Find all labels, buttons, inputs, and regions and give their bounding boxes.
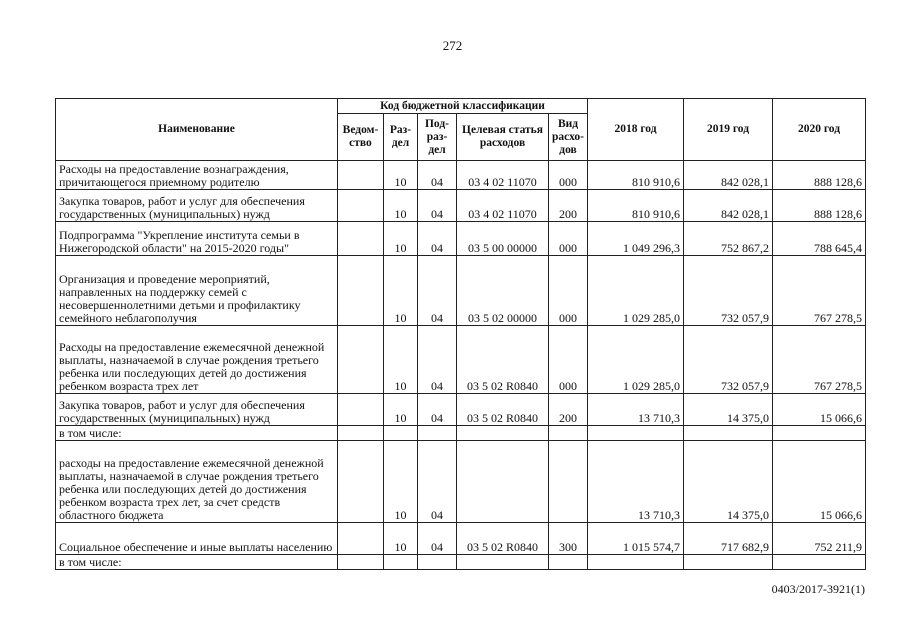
row-name: Подпрограмма "Укрепление института семьи в Нижегородской области" на 2015-2020 годы" — [56, 222, 338, 256]
row-2020: 767 278,5 — [773, 326, 866, 394]
row-vid — [549, 555, 588, 570]
row-razdel: 10 — [384, 161, 418, 190]
row-podrazdel: 04 — [418, 326, 457, 394]
row-razdel: 10 — [384, 222, 418, 256]
row-2020: 888 128,6 — [773, 161, 866, 190]
row-2018: 1 049 296,3 — [588, 222, 684, 256]
row-celevaya — [457, 441, 549, 523]
row-2018 — [588, 426, 684, 441]
row-vedomstvo — [338, 190, 384, 222]
row-2019: 842 028,1 — [684, 190, 773, 222]
row-2018: 1 029 285,0 — [588, 256, 684, 326]
row-name: Организация и проведение мероприятий, направленных на поддержку семей с несовершеннолетними детьми и профилактику семейного неблагополучия — [56, 256, 338, 326]
row-2020: 788 645,4 — [773, 222, 866, 256]
header-razdel: Раз-дел — [384, 114, 418, 161]
row-name: Закупка товаров, работ и услуг для обеспечения государственных (муниципальных) нужд — [56, 394, 338, 426]
row-podrazdel: 04 — [418, 161, 457, 190]
table-header — [56, 99, 866, 161]
row-2020: 752 211,9 — [773, 523, 866, 555]
row-podrazdel: 04 — [418, 222, 457, 256]
row-2020: 15 066,6 — [773, 441, 866, 523]
row-2019 — [684, 426, 773, 441]
row-razdel: 10 — [384, 256, 418, 326]
row-vid: 000 — [549, 222, 588, 256]
row-name: Расходы на предоставление ежемесячной денежной выплаты, назначаемой в случае рождения третьего ребенка или последующих детей до достижения ребенком возраста трех лет — [56, 326, 338, 394]
row-2020 — [773, 426, 866, 441]
row-2018: 13 710,3 — [588, 394, 684, 426]
table-row — [56, 394, 866, 426]
header-vid: Вид расхо-дов — [549, 114, 588, 161]
row-2018 — [588, 555, 684, 570]
row-podrazdel: 04 — [418, 523, 457, 555]
row-vid: 000 — [549, 256, 588, 326]
row-2019: 732 057,9 — [684, 326, 773, 394]
row-podrazdel: 04 — [418, 394, 457, 426]
row-2019: 752 867,2 — [684, 222, 773, 256]
row-celevaya: 03 4 02 11070 — [457, 161, 549, 190]
document-code: 0403/2017-3921(1) — [771, 582, 865, 596]
row-celevaya: 03 5 02 R0840 — [457, 394, 549, 426]
row-celevaya: 03 5 00 00000 — [457, 222, 549, 256]
row-2018: 810 910,6 — [588, 161, 684, 190]
row-razdel: 10 — [384, 190, 418, 222]
row-name: Закупка товаров, работ и услуг для обеспечения государственных (муниципальных) нужд — [56, 190, 338, 222]
row-vid: 000 — [549, 326, 588, 394]
header-2019: 2019 год — [684, 99, 773, 161]
row-2019 — [684, 555, 773, 570]
row-celevaya: 03 5 02 R0840 — [457, 523, 549, 555]
row-vid — [549, 426, 588, 441]
row-2019: 732 057,9 — [684, 256, 773, 326]
row-2019: 842 028,1 — [684, 161, 773, 190]
row-vid: 000 — [549, 161, 588, 190]
table-row — [56, 222, 866, 256]
row-razdel — [384, 555, 418, 570]
row-vid: 200 — [549, 190, 588, 222]
table-row — [56, 256, 866, 326]
row-vid — [549, 441, 588, 523]
row-2018: 13 710,3 — [588, 441, 684, 523]
row-podrazdel — [418, 426, 457, 441]
table-row — [56, 190, 866, 222]
header-podrazdel: Под-раз-дел — [418, 114, 457, 161]
row-vedomstvo — [338, 555, 384, 570]
row-2020: 888 128,6 — [773, 190, 866, 222]
row-celevaya — [457, 555, 549, 570]
table-row — [56, 426, 866, 441]
header-celevaya: Целевая статья расходов — [457, 114, 549, 161]
row-2018: 1 015 574,7 — [588, 523, 684, 555]
row-vedomstvo — [338, 523, 384, 555]
row-vedomstvo — [338, 222, 384, 256]
row-name: в том числе: — [56, 555, 338, 570]
row-vid: 300 — [549, 523, 588, 555]
row-name: Расходы на предоставление вознаграждения, причитающегося приемному родителю — [56, 161, 338, 190]
row-vedomstvo — [338, 256, 384, 326]
table-row — [56, 523, 866, 555]
row-2020 — [773, 555, 866, 570]
row-vid: 200 — [549, 394, 588, 426]
row-name: Социальное обеспечение и иные выплаты населению — [56, 523, 338, 555]
row-vedomstvo — [338, 394, 384, 426]
row-celevaya: 03 5 02 00000 — [457, 256, 549, 326]
row-celevaya — [457, 426, 549, 441]
row-podrazdel: 04 — [418, 441, 457, 523]
budget-table — [55, 98, 866, 570]
table-row — [56, 326, 866, 394]
row-2019: 14 375,0 — [684, 394, 773, 426]
row-razdel: 10 — [384, 394, 418, 426]
row-2018: 1 029 285,0 — [588, 326, 684, 394]
row-razdel: 10 — [384, 523, 418, 555]
table-row — [56, 441, 866, 523]
row-podrazdel — [418, 555, 457, 570]
row-vedomstvo — [338, 441, 384, 523]
row-vedomstvo — [338, 426, 384, 441]
page-number: 272 — [442, 38, 463, 53]
row-podrazdel: 04 — [418, 190, 457, 222]
header-2020: 2020 год — [773, 99, 866, 161]
row-vedomstvo — [338, 161, 384, 190]
row-2020: 15 066,6 — [773, 394, 866, 426]
header-name: Наименование — [56, 99, 338, 161]
row-vedomstvo — [338, 326, 384, 394]
row-2020: 767 278,5 — [773, 256, 866, 326]
row-name: расходы на предоставление ежемесячной денежной выплаты, назначаемой в случае рождения третьего ребенка или последующих детей до достижения ребенком возраста трех лет, за счет средств областного бюджета — [56, 441, 338, 523]
header-vedomstvo: Ведом-ство — [338, 114, 384, 161]
row-podrazdel: 04 — [418, 256, 457, 326]
header-code-group: Код бюджетной классификации — [338, 99, 588, 114]
table-row — [56, 161, 866, 190]
row-2019: 14 375,0 — [684, 441, 773, 523]
row-razdel — [384, 426, 418, 441]
row-2018: 810 910,6 — [588, 190, 684, 222]
row-razdel: 10 — [384, 326, 418, 394]
row-name: в том числе: — [56, 426, 338, 441]
table-row — [56, 555, 866, 570]
row-razdel: 10 — [384, 441, 418, 523]
row-celevaya: 03 5 02 R0840 — [457, 326, 549, 394]
row-2019: 717 682,9 — [684, 523, 773, 555]
row-celevaya: 03 4 02 11070 — [457, 190, 549, 222]
header-2018: 2018 год — [588, 99, 684, 161]
